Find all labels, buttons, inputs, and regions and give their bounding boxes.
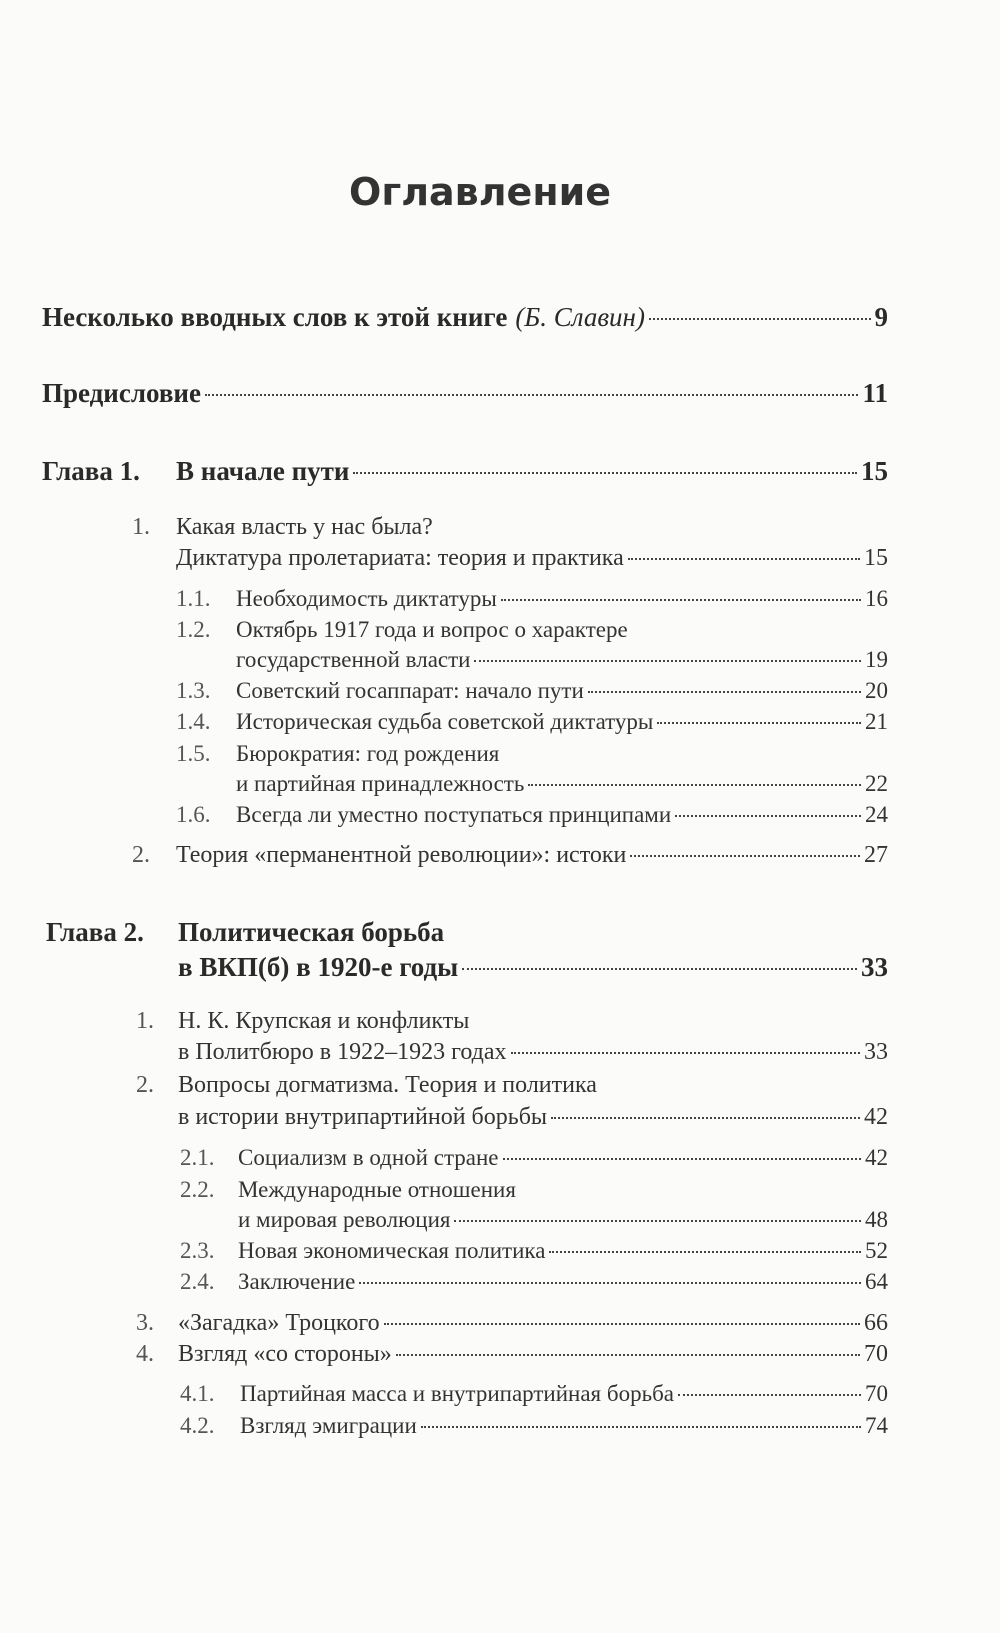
page-number: 22 — [865, 771, 888, 796]
page-number: 33 — [864, 1039, 888, 1065]
section-number: 1. — [136, 1008, 154, 1034]
section-number: 2. — [132, 842, 150, 868]
dot-leader — [628, 558, 860, 560]
entry-text-line1: Бюрократия: год рождения — [236, 741, 500, 766]
dot-leader — [501, 599, 861, 601]
entry-text: в истории внутрипартийной борьбы — [178, 1104, 548, 1130]
dot-leader — [205, 394, 859, 396]
page-number: 48 — [865, 1207, 888, 1232]
entry-text-line1: Вопросы догматизма. Теория и политика — [178, 1072, 597, 1098]
dot-leader — [359, 1282, 861, 1284]
entry-text: и партийная принадлежность — [236, 771, 525, 796]
page-number: 24 — [865, 802, 888, 827]
entry-text-line1: Н. К. Крупская и конфликты — [178, 1008, 470, 1034]
subsection-number: 2.2. — [180, 1177, 215, 1202]
toc-entry-2-2-4[interactable] — [238, 1269, 888, 1295]
subsection-number: 1.5. — [176, 741, 211, 766]
toc-entry-1-1-3[interactable] — [236, 678, 888, 704]
entry-text: Новая экономическая политика — [238, 1238, 546, 1263]
toc-entry-2-4-2[interactable] — [240, 1413, 888, 1439]
entry-text-line1: Международные отношения — [238, 1177, 516, 1202]
entry-text: и мировая революция — [238, 1207, 451, 1232]
chapter-title-line1: Политическая борьба — [178, 917, 445, 947]
toc-entry-2-2-1[interactable] — [238, 1145, 888, 1171]
page-number: 21 — [865, 709, 888, 734]
page-number: 15 — [864, 545, 888, 571]
entry-text-line1: Какая власть у нас была? — [176, 514, 433, 540]
entry-author: (Б. Славин) — [515, 302, 645, 332]
entry-text-line1: Октябрь 1917 года и вопрос о характере — [236, 617, 628, 642]
entry-text: Теория «перманентной революции»: истоки — [176, 842, 627, 868]
toc-entry-1-1-2[interactable] — [236, 647, 888, 673]
page-number: 70 — [864, 1341, 888, 1367]
dot-leader — [588, 691, 861, 693]
page-number: 42 — [865, 1145, 888, 1170]
page-title: Оглавление — [349, 170, 611, 214]
chapter-label: Глава 2. — [46, 917, 144, 947]
toc-entry-2-2-3[interactable] — [238, 1238, 888, 1264]
dot-leader — [649, 318, 871, 320]
page-number: 15 — [861, 456, 888, 486]
entry-text: Всегда ли уместно поступаться принципами — [236, 802, 672, 827]
dot-leader — [454, 1220, 861, 1222]
entry-text: Советский госаппарат: начало пути — [236, 678, 584, 703]
toc-entry-1-1[interactable] — [176, 545, 888, 572]
subsection-number: 2.1. — [180, 1145, 215, 1170]
dot-leader — [384, 1323, 860, 1325]
entry-text: Партийная масса и внутрипартийная борьба — [240, 1381, 674, 1406]
subsection-number: 2.3. — [180, 1238, 215, 1263]
toc-entry-2-2[interactable] — [178, 1104, 888, 1131]
toc-entry-intro[interactable] — [42, 302, 888, 333]
page-number: 70 — [865, 1381, 888, 1406]
subsection-number: 1.6. — [176, 802, 211, 827]
page-number: 33 — [861, 952, 888, 982]
toc-entry-chapter-2[interactable] — [178, 952, 888, 983]
dot-leader — [503, 1158, 861, 1160]
section-number: 1. — [132, 514, 150, 540]
entry-text: Историческая судьба советской диктатуры — [236, 709, 654, 734]
entry-text: государственной власти — [236, 647, 471, 672]
entry-text: Необходимость диктатуры — [236, 586, 497, 611]
page-number: 20 — [865, 678, 888, 703]
toc-entry-1-1-5[interactable] — [236, 771, 888, 797]
toc-entry-2-4-1[interactable] — [240, 1381, 888, 1407]
dot-leader — [675, 815, 861, 817]
toc-entry-1-1-6[interactable] — [236, 802, 888, 828]
page-number: 19 — [865, 647, 888, 672]
subsection-number: 2.4. — [180, 1269, 215, 1294]
entry-text: Заключение — [238, 1269, 356, 1294]
entry-text: Предисловие — [42, 378, 201, 408]
entry-text: «Загадка» Троцкого — [178, 1310, 380, 1336]
page-number: 16 — [865, 586, 888, 611]
dot-leader — [353, 472, 857, 474]
toc-entry-1-2[interactable] — [176, 842, 888, 869]
dot-leader — [511, 1052, 860, 1054]
toc-entry-1-1-1[interactable] — [236, 586, 888, 612]
page-number: 42 — [864, 1104, 888, 1130]
chapter-label: Глава 1. — [42, 456, 140, 486]
subsection-number: 1.2. — [176, 617, 211, 642]
page-number: 9 — [874, 302, 888, 332]
page-number: 52 — [865, 1238, 888, 1263]
entry-text: Взгляд «со стороны» — [178, 1341, 392, 1367]
page-number: 64 — [865, 1269, 888, 1294]
toc-entry-1-1-4[interactable] — [236, 709, 888, 735]
subsection-number: 4.1. — [180, 1381, 215, 1406]
toc-entry-chapter-1[interactable] — [176, 456, 888, 487]
dot-leader — [630, 855, 860, 857]
subsection-number: 1.1. — [176, 586, 211, 611]
subsection-number: 4.2. — [180, 1413, 215, 1438]
section-number: 2. — [136, 1072, 154, 1098]
subsection-number: 1.3. — [176, 678, 211, 703]
page-number: 11 — [862, 378, 888, 408]
entry-text: В начале пути — [176, 456, 350, 486]
dot-leader — [462, 968, 857, 970]
page-number: 27 — [864, 842, 888, 868]
section-number: 3. — [136, 1310, 154, 1336]
toc-entry-2-2-2[interactable] — [238, 1207, 888, 1233]
entry-text: Диктатура пролетариата: теория и практика — [176, 545, 624, 571]
dot-leader — [528, 784, 861, 786]
toc-entry-preface[interactable] — [42, 378, 888, 409]
dot-leader — [657, 722, 861, 724]
page-number: 66 — [864, 1310, 888, 1336]
subsection-number: 1.4. — [176, 709, 211, 734]
dot-leader — [396, 1354, 860, 1356]
dot-leader — [678, 1394, 861, 1396]
dot-leader — [474, 660, 861, 662]
page-number: 74 — [865, 1413, 888, 1438]
entry-text: Взгляд эмиграции — [240, 1413, 417, 1438]
toc-entry-2-4[interactable] — [178, 1341, 888, 1368]
entry-text: в ВКП(б) в 1920-е годы — [178, 952, 459, 982]
entry-text: в Политбюро в 1922–1923 годах — [178, 1039, 507, 1065]
entry-text: Несколько вводных слов к этой книге — [42, 302, 508, 332]
toc-entry-2-1[interactable] — [178, 1039, 888, 1066]
section-number: 4. — [136, 1341, 154, 1367]
dot-leader — [549, 1251, 861, 1253]
entry-text: Социализм в одной стране — [238, 1145, 499, 1170]
toc-entry-2-3[interactable] — [178, 1310, 888, 1337]
dot-leader — [551, 1117, 860, 1119]
dot-leader — [421, 1426, 861, 1428]
